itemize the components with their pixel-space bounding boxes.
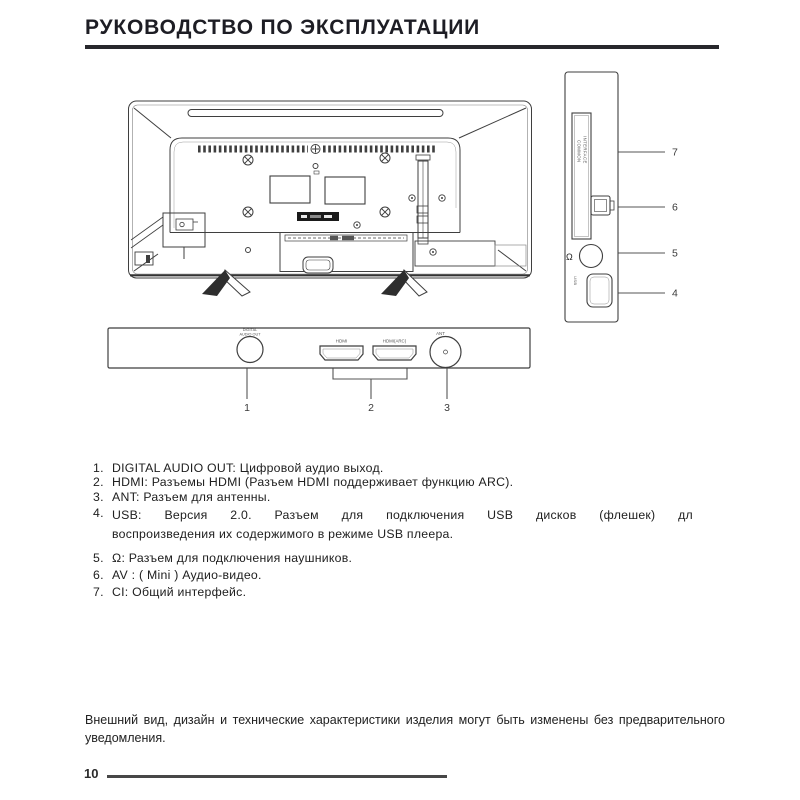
tv-side-panel-diagram: [560, 68, 730, 328]
side-callout-lines: [619, 152, 666, 293]
disclaimer-text: Внешний вид, дизайн и технические характеристики изделия могут быть изменены без предварительного уведомления.: [85, 713, 725, 745]
legend-item-text: AV : ( Mini ) Аудио-видео.: [112, 567, 262, 582]
callout-4: 4: [672, 287, 678, 300]
callout-3: 3: [444, 402, 450, 414]
legend-item-5: [93, 550, 693, 567]
legend-item-number: 1.: [93, 461, 104, 475]
legend-item-text: Ω: Разъем для подключения наушников.: [112, 550, 353, 565]
top-vent-slot: [188, 110, 443, 117]
legend-item-text-line1: USB: Версия 2.0. Разъем для подключения USB дисков (флешек) дл: [112, 507, 693, 522]
ant-label: ANT: [436, 330, 445, 336]
title-underline: [85, 45, 719, 49]
legend-item-2: [93, 475, 693, 489]
ci-slot: [572, 113, 591, 239]
usb-port-label: USB: [573, 276, 578, 286]
tv-outer-shell: [129, 101, 532, 278]
vesa-mount-right: [325, 177, 365, 204]
rating-label: [297, 212, 339, 221]
callout-6: 6: [672, 201, 678, 214]
legend-item-number: 4.: [93, 505, 104, 520]
digital-audio-out-port: [237, 337, 263, 363]
av-mini-port: [591, 196, 614, 215]
legend-item-number: 7.: [93, 584, 104, 599]
legend-item-4: [93, 506, 693, 544]
footer-rule: [107, 775, 447, 778]
port-legend: [93, 461, 693, 601]
vesa-mount-left: [270, 176, 310, 203]
legend-item-3: [93, 490, 693, 504]
legend-item-text: [112, 506, 693, 544]
digital-audio-label-2: AUDIO OUT: [239, 332, 261, 337]
legend-item-6: [93, 567, 693, 584]
ci-slot-label: COMMON: [576, 140, 582, 163]
legend-item-text: HDMI: Разъемы HDMI (Разъем HDMI поддерживает функцию ARC).: [112, 475, 514, 490]
legend-item-number: 6.: [93, 567, 104, 582]
page-title: РУКОВОДСТВО ПО ЭКСПЛУАТАЦИИ: [85, 16, 481, 39]
callout-2: 2: [368, 402, 374, 414]
tv-back-diagram: [118, 88, 538, 318]
legend-item-text: DIGITAL AUDIO OUT: Цифровой аудио выход.: [112, 461, 384, 475]
ci-slot-label-2: INTERFACE: [582, 136, 588, 164]
callout-5: 5: [672, 247, 678, 260]
legend-item-1: [93, 461, 693, 475]
legend-item-text: ANT: Разъем для антенны.: [112, 489, 271, 504]
page-number: 10: [84, 766, 99, 781]
legend-item-7: [93, 584, 693, 601]
legend-item-text-line2: воспроизведения их содержимого в режиме USB плеера.: [112, 526, 454, 541]
bottom-panel-outline: [108, 328, 530, 368]
hdmi1-label: HDMI: [335, 338, 348, 344]
callout-7: 7: [672, 146, 678, 159]
headphone-jack: [580, 245, 603, 268]
stand-column: [303, 257, 333, 273]
hdmi2-label: HDMI(ARC): [382, 338, 407, 344]
legend-item-number: 3.: [93, 489, 104, 504]
digital-audio-label-1: DIGITAL: [242, 328, 258, 333]
tv-bottom-panel-diagram: [105, 322, 535, 417]
callout-1: 1: [244, 402, 250, 414]
bottom-callout-lines: [247, 369, 447, 400]
legend-item-number: 2.: [93, 475, 104, 490]
ant-port: [430, 337, 461, 368]
usb-port: [587, 274, 612, 307]
legend-item-text: CI: Общий интерфейс.: [112, 584, 247, 599]
legend-item-number: 5.: [93, 550, 104, 565]
headphone-icon: Ω: [566, 252, 573, 262]
